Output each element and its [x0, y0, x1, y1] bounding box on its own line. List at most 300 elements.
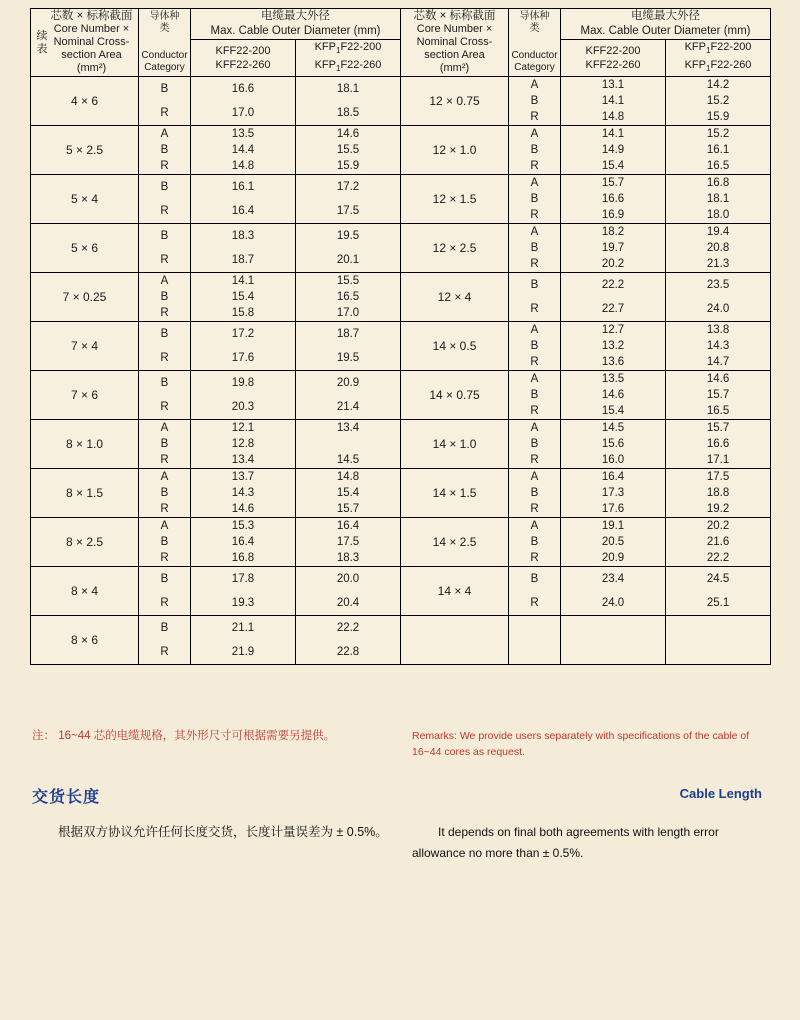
diameter-value: 20.1 [336, 253, 360, 266]
cell-diameter-kff-left [191, 273, 296, 322]
kfp1f200-label-left: $KFP_1F22-200$ [314, 41, 382, 56]
cell-core-spec-left: 7 × 0.25 [31, 273, 139, 322]
section-body-chinese: 根据双方协议允许任何长度交货，长度计量误差为 ± 0.5%。 [58, 825, 388, 839]
table-row [31, 224, 771, 273]
diameter-value: 15.7 [706, 421, 730, 434]
kff200-label-right: KFF22-200 [585, 45, 641, 58]
diameter-value: 16.0 [601, 453, 625, 466]
cell-conductor-category-right [509, 273, 561, 322]
diameter-value: 19.5 [336, 351, 360, 364]
cell-core-spec-right: 12 × 1.5 [401, 175, 509, 224]
diameter-value: 14.1 [231, 274, 255, 287]
diameter-value: 24.0 [601, 596, 625, 609]
diameter-value: 23.5 [706, 278, 730, 291]
core-header-cn-r: 芯数 × 标称截面 [413, 10, 496, 23]
cell-diameter-kff-left [191, 567, 296, 616]
cell-diameter-kfp1f-right [666, 273, 771, 322]
cell-conductor-category-left [139, 371, 191, 420]
conductor-category-value: R [160, 351, 169, 364]
conductor-category-value: R [160, 204, 169, 217]
cell-diameter-kff-right [561, 371, 666, 420]
cell-core-spec-left: 8 × 6 [31, 616, 139, 665]
core-header-en3: section Area [61, 49, 122, 62]
table-row [31, 420, 771, 469]
cell-conductor-category-left [139, 224, 191, 273]
cell-conductor-category-left [139, 567, 191, 616]
cell-core-spec-left: 8 × 2.5 [31, 518, 139, 567]
cell-diameter-kff-right [561, 469, 666, 518]
diameter-value: 15.9 [336, 159, 360, 172]
conductor-category-value: B [160, 486, 169, 499]
diameter-value: 16.4 [601, 470, 625, 483]
cat-header-cn1: 导体种 [149, 10, 180, 22]
diameter-value: 22.2 [336, 621, 360, 634]
diameter-value: 17.0 [231, 106, 255, 119]
conductor-category-value: R [530, 208, 539, 221]
conductor-category-value: A [530, 323, 539, 336]
diameter-value: 18.7 [336, 327, 360, 340]
cell-diameter-kfp1f-left [296, 175, 401, 224]
cat-header-en1-r: Conductor [511, 49, 558, 61]
diam-header-cn: 电缆最大外径 [261, 10, 330, 22]
diameter-value: 15.5 [336, 143, 360, 156]
diameter-value: 15.8 [231, 306, 255, 319]
diameter-value: 13.2 [601, 339, 625, 352]
diameter-value: 13.5 [601, 372, 625, 385]
diameter-value: 14.6 [336, 127, 360, 140]
conductor-category-value: R [530, 257, 539, 270]
cell-diameter-kff-right [561, 224, 666, 273]
table-row [31, 77, 771, 126]
header-diameter-right [561, 9, 771, 40]
core-header-en2: Nominal Cross- [53, 36, 130, 49]
conductor-category-value: R [160, 645, 169, 658]
section-body-english: It depends on final both agreements with length error allowance no more than ± 0.5%. [412, 825, 719, 860]
header-core-right [401, 9, 509, 77]
conductor-category-value: A [530, 519, 539, 532]
conductor-category-value: A [530, 78, 539, 91]
cell-core-spec-right: 12 × 0.75 [401, 77, 509, 126]
cell-conductor-category-right [509, 322, 561, 371]
diameter-value: 24.0 [706, 302, 730, 315]
diameter-value: 16.6 [231, 82, 255, 95]
conductor-category-value: A [160, 274, 169, 287]
header-category-left [139, 9, 191, 77]
core-header-en1-r: Core Number × [416, 23, 493, 36]
cell-core-spec-left: 5 × 6 [31, 224, 139, 273]
cell-diameter-kfp1f-right [666, 371, 771, 420]
cell-diameter-kff-right [561, 77, 666, 126]
diameter-value: 25.1 [706, 596, 730, 609]
conductor-category-value: R [530, 404, 539, 417]
diameter-value: 19.8 [231, 376, 255, 389]
diameter-value: 14.2 [706, 78, 730, 91]
cell-diameter-kfp1f-left [296, 420, 401, 469]
cell-conductor-category-right [509, 224, 561, 273]
diameter-value: 21.1 [231, 621, 255, 634]
diameter-value: 15.7 [601, 176, 625, 189]
header-kfp1f-left [296, 40, 401, 77]
table-row [31, 616, 771, 665]
table-row [31, 567, 771, 616]
cell-diameter-kff-left [191, 322, 296, 371]
diameter-value: 24.5 [706, 572, 730, 585]
table-row [31, 518, 771, 567]
diameter-value: 15.7 [336, 502, 360, 515]
cell-diameter-kff-left [191, 371, 296, 420]
diameter-value: 16.1 [706, 143, 730, 156]
continued-label [36, 30, 47, 56]
diameter-value: 18.3 [231, 229, 255, 242]
cell-diameter-kfp1f-right [666, 518, 771, 567]
cell-core-spec-right: 14 × 2.5 [401, 518, 509, 567]
diameter-value: 23.4 [601, 572, 625, 585]
diameter-value: 19.3 [231, 596, 255, 609]
cell-diameter-kfp1f-right [666, 567, 771, 616]
diameter-value [296, 436, 400, 452]
cell-core-spec-right [401, 616, 509, 665]
diameter-value: 15.7 [706, 388, 730, 401]
conductor-category-value: B [530, 192, 539, 205]
diameter-value: 18.2 [601, 225, 625, 238]
header-diameter-left [191, 9, 401, 40]
section-title-chinese: 交货长度 [32, 789, 101, 806]
cell-diameter-kff-left [191, 77, 296, 126]
diam-header-en-r: Max. Cable Outer Diameter (mm) [580, 25, 751, 37]
cell-conductor-category-right [509, 371, 561, 420]
conductor-category-value: B [160, 82, 169, 95]
conductor-category-value: R [160, 551, 169, 564]
cell-diameter-kfp1f-right [666, 77, 771, 126]
diameter-value: 13.7 [231, 470, 255, 483]
cell-core-spec-right: 12 × 2.5 [401, 224, 509, 273]
diameter-value: 13.8 [706, 323, 730, 336]
diameter-value: 20.9 [336, 376, 360, 389]
conductor-category-value: A [160, 470, 169, 483]
core-header-en2-r: Nominal Cross- [416, 36, 493, 49]
cell-conductor-category-right [509, 175, 561, 224]
conductor-category-value: R [160, 306, 169, 319]
conductor-category-value: A [160, 127, 169, 140]
core-header-cn: 芯数 × 标称截面 [50, 10, 133, 23]
table-header [31, 9, 771, 77]
diameter-value: 20.2 [601, 257, 625, 270]
cell-conductor-category-left [139, 322, 191, 371]
diameter-value: 16.8 [231, 551, 255, 564]
conductor-category-value: R [530, 502, 539, 515]
table-row [31, 322, 771, 371]
cell-conductor-category-left [139, 518, 191, 567]
cell-conductor-category-left [139, 77, 191, 126]
conductor-category-value: R [160, 159, 169, 172]
conductor-category-value: R [160, 596, 169, 609]
diameter-value: 15.4 [601, 404, 625, 417]
conductor-category-value: B [160, 535, 169, 548]
conductor-category-value: B [160, 376, 169, 389]
cable-diameter-table-wrapper [30, 8, 770, 665]
diameter-value: 22.8 [336, 645, 360, 658]
conductor-category-value: B [160, 621, 169, 634]
cell-diameter-kfp1f-left [296, 518, 401, 567]
diameter-value: 12.7 [601, 323, 625, 336]
diameter-value: 17.3 [601, 486, 625, 499]
cell-core-spec-left: 7 × 6 [31, 371, 139, 420]
diameter-value: 17.8 [231, 572, 255, 585]
conductor-category-value: R [160, 106, 169, 119]
cell-conductor-category-left [139, 616, 191, 665]
diameter-value: 13.6 [601, 355, 625, 368]
note-english: Remarks: We provide users separately with specifications of the cable of 16~44 cores as request. [412, 730, 750, 758]
cell-diameter-kff-left [191, 518, 296, 567]
diameter-value: 13.5 [231, 127, 255, 140]
conductor-category-value: R [530, 159, 539, 172]
cell-conductor-category-left [139, 469, 191, 518]
diam-header-en: Max. Cable Outer Diameter (mm) [210, 25, 381, 37]
cell-core-spec-left: 4 × 6 [31, 77, 139, 126]
diameter-value: 14.1 [601, 94, 625, 107]
cell-core-spec-left: 8 × 1.0 [31, 420, 139, 469]
cell-diameter-kff-left [191, 616, 296, 665]
conductor-category-value: R [160, 253, 169, 266]
conductor-category-value: R [160, 453, 169, 466]
cell-diameter-kff-right [561, 567, 666, 616]
core-header-en1: Core Number × [53, 23, 130, 36]
diameter-value: 14.8 [336, 470, 360, 483]
diameter-value: 15.4 [601, 159, 625, 172]
cell-diameter-kff-right [561, 126, 666, 175]
cell-conductor-category-left [139, 175, 191, 224]
cell-core-spec-left: 5 × 2.5 [31, 126, 139, 175]
diameter-value: 19.7 [601, 241, 625, 254]
cable-diameter-table [30, 8, 771, 665]
cell-diameter-kfp1f-left [296, 616, 401, 665]
diameter-value: 17.0 [336, 306, 360, 319]
core-header-en3-r: section Area [424, 49, 485, 62]
kfp1f260-label-left: $KFP_1F22-260$ [314, 59, 382, 74]
diameter-value: 20.3 [231, 400, 255, 413]
diameter-value: 16.6 [706, 437, 730, 450]
table-row [31, 371, 771, 420]
conductor-category-value: B [530, 388, 539, 401]
diameter-value: 18.1 [706, 192, 730, 205]
table-row [31, 126, 771, 175]
cell-core-spec-right: 14 × 1.0 [401, 420, 509, 469]
header-core-left [31, 9, 139, 77]
diameter-value: 18.8 [706, 486, 730, 499]
cell-conductor-category-right [509, 77, 561, 126]
cell-conductor-category-right [509, 126, 561, 175]
diameter-value: 21.6 [706, 535, 730, 548]
diameter-value: 18.7 [231, 253, 255, 266]
diameter-value: 18.0 [706, 208, 730, 221]
diameter-value: 22.7 [601, 302, 625, 315]
conductor-category-value: B [160, 327, 169, 340]
diameter-value: 14.1 [601, 127, 625, 140]
diameter-value: 15.2 [706, 94, 730, 107]
diameter-value: 16.9 [601, 208, 625, 221]
diameter-value: 20.4 [336, 596, 360, 609]
cell-diameter-kff-right [561, 616, 666, 665]
diameter-value: 16.8 [706, 176, 730, 189]
cell-core-spec-left: 8 × 1.5 [31, 469, 139, 518]
section-title-english: Cable Length [679, 786, 762, 801]
cell-core-spec-right: 14 × 0.5 [401, 322, 509, 371]
diameter-value: 18.5 [336, 106, 360, 119]
diameter-value: 14.4 [231, 143, 255, 156]
diameter-value: 22.2 [601, 278, 625, 291]
diameter-value: 19.4 [706, 225, 730, 238]
cell-diameter-kfp1f-left [296, 567, 401, 616]
cell-diameter-kff-right [561, 273, 666, 322]
cell-diameter-kfp1f-right [666, 224, 771, 273]
conductor-category-value: B [530, 241, 539, 254]
diameter-value: 17.6 [231, 351, 255, 364]
diameter-value: 16.4 [231, 204, 255, 217]
cell-diameter-kff-left [191, 224, 296, 273]
header-row-1 [31, 9, 771, 40]
table-row [31, 175, 771, 224]
diameter-value: 14.8 [231, 159, 255, 172]
cell-diameter-kfp1f-left [296, 371, 401, 420]
diameter-value: 18.1 [336, 82, 360, 95]
conductor-category-value: A [530, 372, 539, 385]
diameter-value: 22.2 [706, 551, 730, 564]
conductor-category-value: B [530, 437, 539, 450]
cell-conductor-category-right [509, 420, 561, 469]
conductor-category-value: B [160, 229, 169, 242]
diameter-value: 14.5 [601, 421, 625, 434]
diameter-value: 14.5 [336, 453, 360, 466]
cell-conductor-category-right [509, 567, 561, 616]
conductor-category-value: B [530, 143, 539, 156]
diameter-value: 12.8 [231, 437, 255, 450]
diameter-value: 15.2 [706, 127, 730, 140]
cell-diameter-kff-left [191, 469, 296, 518]
conductor-category-value: A [160, 421, 169, 434]
cell-diameter-kfp1f-left [296, 273, 401, 322]
diameter-value: 16.6 [601, 192, 625, 205]
conductor-category-value: R [160, 400, 169, 413]
diameter-value: 15.5 [336, 274, 360, 287]
diameter-value: 20.8 [706, 241, 730, 254]
conductor-category-value: A [160, 519, 169, 532]
conductor-category-value: B [160, 180, 169, 193]
cat-header-en2-r: Category [514, 62, 555, 74]
table-row [31, 469, 771, 518]
cell-core-spec-left: 5 × 4 [31, 175, 139, 224]
diameter-value: 16.4 [231, 535, 255, 548]
diameter-value: 14.3 [231, 486, 255, 499]
kff260-label-right: KFF22-260 [585, 59, 641, 72]
diameter-value: 19.2 [706, 502, 730, 515]
header-category-right [509, 9, 561, 77]
core-header-unit: (mm²) [76, 62, 107, 75]
conductor-category-value: B [530, 94, 539, 107]
cell-diameter-kfp1f-left [296, 469, 401, 518]
diameter-value: 16.5 [336, 290, 360, 303]
diameter-value: 15.4 [336, 486, 360, 499]
diameter-value: 13.1 [601, 78, 625, 91]
cell-diameter-kff-left [191, 126, 296, 175]
diameter-value: 20.9 [601, 551, 625, 564]
conductor-category-value: B [160, 143, 169, 156]
cell-diameter-kfp1f-right [666, 322, 771, 371]
cell-core-spec-right: 14 × 1.5 [401, 469, 509, 518]
cat-header-cn2-r: 类 [529, 23, 540, 35]
cell-diameter-kff-right [561, 322, 666, 371]
diameter-value: 21.4 [336, 400, 360, 413]
cat-header-en2: Category [144, 62, 185, 74]
diameter-value: 17.1 [706, 453, 730, 466]
cell-diameter-kfp1f-right [666, 175, 771, 224]
cell-core-spec-right: 14 × 0.75 [401, 371, 509, 420]
continued-label-line2: 表 [36, 42, 48, 55]
cell-diameter-kff-right [561, 420, 666, 469]
conductor-category-value: R [530, 110, 539, 123]
conductor-category-value: B [160, 572, 169, 585]
kff200-label-left: KFF22-200 [215, 45, 271, 58]
cell-diameter-kfp1f-left [296, 322, 401, 371]
diameter-value: 21.9 [231, 645, 255, 658]
diameter-value: 16.4 [336, 519, 360, 532]
conductor-category-value: B [530, 278, 539, 291]
cell-core-spec-left: 8 × 4 [31, 567, 139, 616]
diameter-value: 15.3 [231, 519, 255, 532]
cell-conductor-category-right [509, 469, 561, 518]
note-chinese: 注： 16~44 芯的电缆规格，其外形尺寸可根据需要另提供。 [32, 730, 336, 742]
diameter-value: 14.9 [601, 143, 625, 156]
diameter-value: 21.3 [706, 257, 730, 270]
diameter-value: 14.7 [706, 355, 730, 368]
header-kfp1f-right [666, 40, 771, 77]
cat-header-en1: Conductor [141, 49, 188, 61]
kfp1f200-label-right: $KFP_1F22-200$ [684, 41, 752, 56]
diameter-value: 20.0 [336, 572, 360, 585]
diameter-value: 20.5 [601, 535, 625, 548]
conductor-category-value: A [530, 470, 539, 483]
cell-diameter-kff-left [191, 175, 296, 224]
diameter-value: 14.6 [706, 372, 730, 385]
conductor-category-value: B [530, 486, 539, 499]
conductor-category-value: B [160, 437, 169, 450]
diameter-value: 16.5 [706, 159, 730, 172]
conductor-category-value: R [530, 355, 539, 368]
conductor-category-value: R [530, 551, 539, 564]
diameter-value: 18.3 [336, 551, 360, 564]
cell-diameter-kfp1f-left [296, 224, 401, 273]
conductor-category-value: R [530, 596, 539, 609]
conductor-category-value: A [530, 421, 539, 434]
cell-diameter-kff-right [561, 518, 666, 567]
diameter-value: 15.4 [231, 290, 255, 303]
diameter-value: 19.5 [336, 229, 360, 242]
conductor-category-value: A [530, 176, 539, 189]
diameter-value: 13.4 [336, 421, 360, 434]
cell-diameter-kff-right [561, 175, 666, 224]
diameter-value: 16.1 [231, 180, 255, 193]
cell-diameter-kfp1f-left [296, 126, 401, 175]
kfp1f260-label-right: $KFP_1F22-260$ [684, 59, 752, 74]
diameter-value: 20.2 [706, 519, 730, 532]
diameter-value: 15.9 [706, 110, 730, 123]
header-kff-left [191, 40, 296, 77]
core-header-unit-r: (mm²) [439, 62, 470, 75]
diameter-value: 14.6 [601, 388, 625, 401]
diameter-value: 17.2 [231, 327, 255, 340]
cell-diameter-kfp1f-right [666, 420, 771, 469]
cell-core-spec-right: 12 × 4 [401, 273, 509, 322]
cell-diameter-kfp1f-left [296, 77, 401, 126]
